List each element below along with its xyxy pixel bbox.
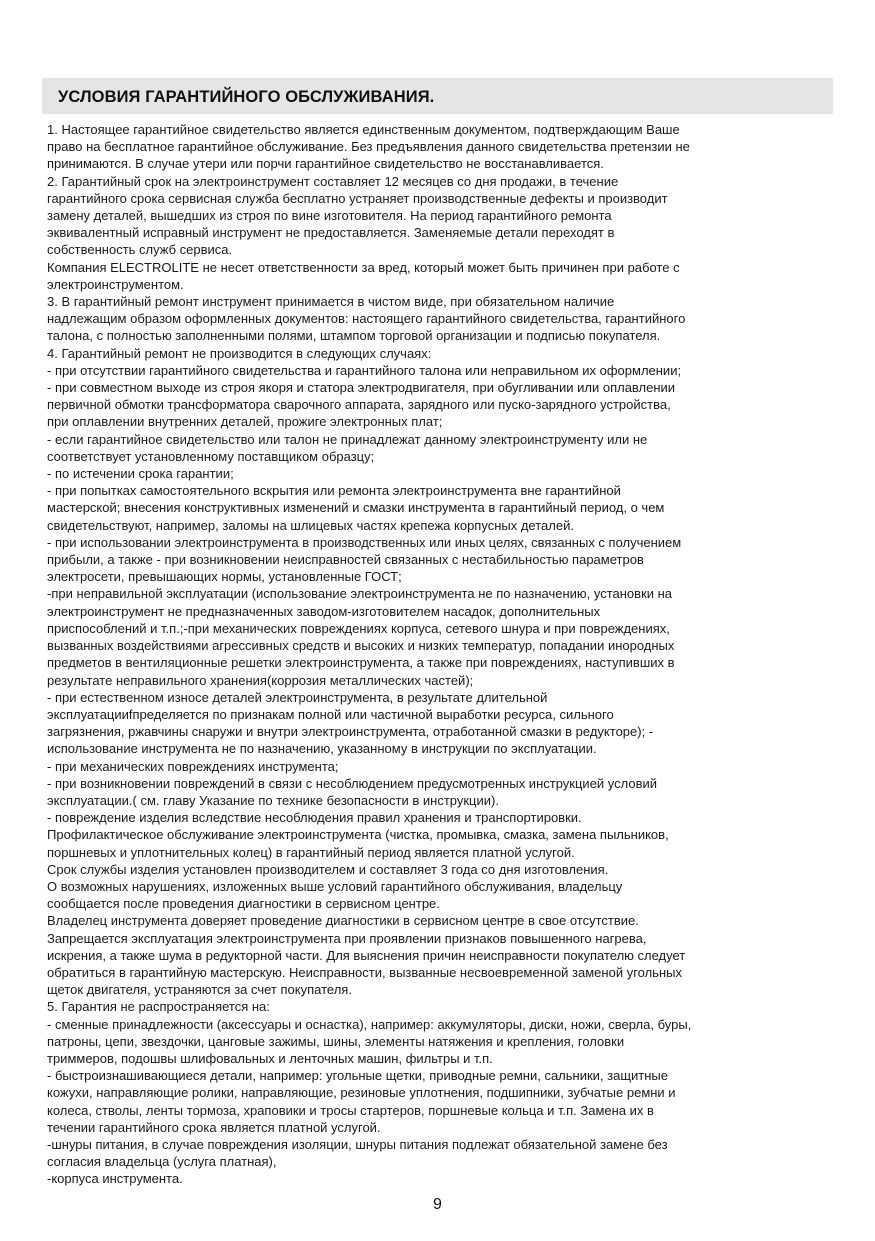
- text-line: Запрещается эксплуатация электроинструмента при проявлении признаков повышенного нагрева,: [47, 930, 647, 946]
- text-line: 5. Гарантия не распространяется на:: [47, 999, 270, 1015]
- text-line: поршневых и уплотнительных колец) в гарантийный период является платной услугой.: [47, 844, 575, 860]
- warranty-conditions-text: [47, 121, 847, 1188]
- text-line: предметов в вентиляционные решетки электроинструмента, а также при повреждениях, наступивших в: [47, 655, 675, 671]
- text-line: вызванных воздействиями агрессивных средств и высоких и низких температур, попадании инородных: [47, 638, 675, 654]
- text-line: -при неправильной эксплуатации (использование электроинструмента не по назначению, установки на: [47, 586, 673, 602]
- text-line: сообщается после проведения диагностики в сервисном центре.: [47, 896, 440, 912]
- text-line: Срок службы изделия установлен производителем и составляет 3 года со дня изготовления.: [47, 861, 609, 877]
- text-line: - по истечении срока гарантии;: [47, 466, 234, 482]
- text-line: электросети, превышающих нормы, установленные ГОСТ;: [47, 569, 402, 585]
- text-line: - быстроизнашивающиеся детали, например: угольные щетки, приводные ремни, сальники, защитные: [47, 1068, 669, 1084]
- text-line: - при возникновении повреждений в связи с несоблюдением предусмотренных инструкцией условий: [47, 775, 658, 791]
- text-line: свидетельствуют, например, заломы на шлицевых частях крепежа корпусных деталей.: [47, 517, 574, 533]
- text-line: Владелец инструмента доверяет проведение диагностики в сервисном центре в свое отсутствие.: [47, 913, 639, 929]
- text-line: при оплавлении внутренних деталей, прожиге электронных плат;: [47, 414, 443, 430]
- text-line: использование инструмента не по назначению, указанному в инструкции по эксплуатации.: [47, 741, 597, 757]
- text-line: талона, с полностью заполненными полями, штампом торговой организации и подписью покупателя.: [47, 328, 661, 344]
- text-line: электроинструментом.: [47, 276, 184, 292]
- text-line: - при механических повреждениях инструмента;: [47, 758, 339, 774]
- text-line: - при попытках самостоятельного вскрытия или ремонта электроинструмента вне гарантийной: [47, 483, 621, 499]
- text-line: триммеров, подошвы шлифовальных и ленточных машин, фильтры и т.п.: [47, 1050, 493, 1066]
- text-line: - при использовании электроинструмента в производственных или иных целях, связанных с получением: [47, 534, 682, 550]
- text-line: - если гарантийное свидетельство или талон не принадлежат данному электроинструменту или не: [47, 431, 648, 447]
- text-line: О возможных нарушениях, изложенных выше условий гарантийного обслуживания, владельцу: [47, 878, 623, 894]
- text-line: - при отсутствии гарантийного свидетельства и гарантийного талона или неправильном их оформлении;: [47, 362, 682, 378]
- text-line: надлежащим образом оформленных документов: настоящего гарантийного свидетельства, гарантийного: [47, 311, 686, 327]
- text-line: - сменные принадлежности (аксессуары и оснастка), например: аккумуляторы, диски, ножи, сверла, буры,: [47, 1016, 692, 1032]
- text-line: 3. В гарантийный ремонт инструмент принимается в чистом виде, при обязательном наличие: [47, 294, 615, 310]
- text-line: -шнуры питания, в случае повреждения изоляции, шнуры питания подлежат обязательной замене без: [47, 1136, 668, 1152]
- text-line: Компания ELECTROLITE не несет ответственности за вред, который может быть причинен при работе с: [47, 259, 680, 275]
- text-line: искрения, а также шума в редукторной части. Для выяснения причин неисправности покупателю следует: [47, 947, 686, 963]
- text-line: результате неправильного хранения(коррозия металлических частей);: [47, 672, 474, 688]
- text-line: загрязнения, ржавчины снаружи и внутри электроинструмента, отработанной смазки в редукторе); -: [47, 724, 654, 740]
- text-line: 2. Гарантийный срок на электроинструмент составляет 12 месяцев со дня продажи, в течение: [47, 173, 619, 189]
- text-line: течении гарантийного срока является платной услугой.: [47, 1119, 381, 1135]
- page-number: 9: [433, 1196, 442, 1213]
- page-title: УСЛОВИЯ ГАРАНТИЙНОГО ОБСЛУЖИВАНИЯ.: [58, 88, 435, 106]
- text-line: Профилактическое обслуживание электроинструмента (чистка, промывка, смазка, замена пыльников,: [47, 827, 669, 843]
- text-line: соответствует установленному поставщиком образцу;: [47, 448, 375, 464]
- text-line: право на бесплатное гарантийное обслуживание. Без предъявления данного свидетельства претензии не: [47, 139, 690, 155]
- text-line: принимаются. В случае утери или порчи гарантийное свидетельство не восстанавливается.: [47, 156, 604, 172]
- text-line: приспособлений и т.п.;-при механических повреждениях корпуса, сетевого шнура и при повреждениях,: [47, 620, 670, 636]
- text-line: - при совместном выходе из строя якоря и статора электродвигателя, при обугливании или оплавлении: [47, 380, 676, 396]
- text-line: - повреждение изделия вследствие несоблюдения правил хранения и транспортировки.: [47, 810, 582, 826]
- text-line: первичной обмотки трансформатора сварочного аппарата, зарядного или пуско-зарядного устройства,: [47, 397, 671, 413]
- text-line: собственность служб сервиса.: [47, 242, 233, 258]
- text-line: щеток двигателя, устраняются за счет покупателя.: [47, 982, 352, 998]
- text-line: замену деталей, вышедших из строя по вине изготовителя. На период гарантийного ремонта: [47, 208, 612, 224]
- text-line: - при естественном износе деталей электроинструмента, в результате длительной: [47, 689, 548, 705]
- text-line: согласия владельца (услуга платная),: [47, 1154, 277, 1170]
- text-line: кожухи, направляющие ролики, направляющие, резиновые уплотнения, подшипники, зубчатые ремни и: [47, 1085, 676, 1101]
- text-line: колеса, стволы, ленты тормоза, храповики и тросы стартеров, поршневые кольца и т.п. Замена их в: [47, 1102, 654, 1118]
- text-line: прибыли, а также - при возникновении неисправностей связанных с нестабильностью параметров: [47, 552, 644, 568]
- text-line: эквивалентный исправный инструмент не предоставляется. Заменяемые детали переходят в: [47, 225, 615, 241]
- text-line: гарантийного срока сервисная служба бесплатно устраняет производственные дефекты и производит: [47, 190, 668, 206]
- text-line: электроинструмент не предназначенных заводом-изготовителем насадок, дополнительных: [47, 603, 601, 619]
- text-line: патроны, цепи, звездочки, цанговые зажимы, шины, элементы натяжения и крепления, головки: [47, 1033, 625, 1049]
- text-line: обратиться в гарантийную мастерскую. Неисправности, вызванные несвоевременной заменой угольных: [47, 964, 682, 980]
- text-line: -корпуса инструмента.: [47, 1171, 183, 1187]
- text-line: 1. Настоящее гарантийное свидетельство является единственным документом, подтверждающим Ваше: [47, 122, 680, 137]
- text-line: 4. Гарантийный ремонт не производится в следующих случаях:: [47, 345, 432, 361]
- text-line: эксплуатацииfпределяется по признакам полной или частичной выработки ресурса, сильного: [47, 706, 614, 722]
- text-line: мастерской; внесения конструктивных изменений и смазки инструмента в гарантийный период, о чем: [47, 500, 665, 516]
- text-line: эксплуатации.( см. главу Указание по технике безопасности в инструкции).: [47, 792, 499, 808]
